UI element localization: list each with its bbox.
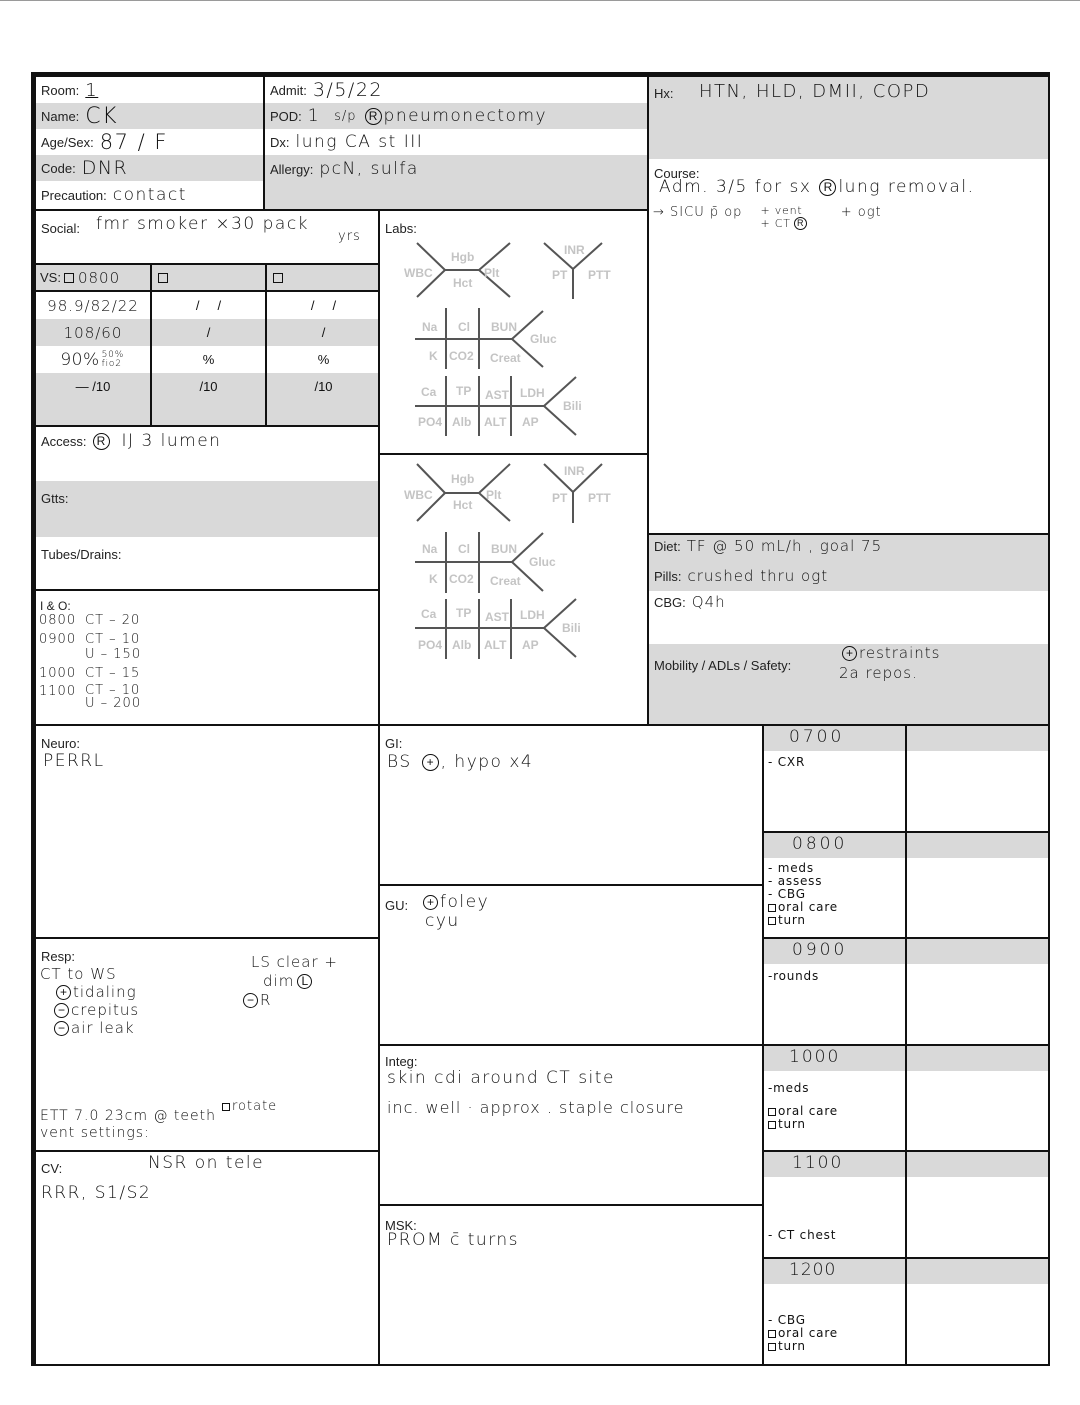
svg-text:TP: TP	[456, 606, 472, 620]
schedule-time[interactable]: 0800	[792, 834, 848, 854]
rotate-label: rotate	[232, 1099, 278, 1114]
right-side-circle-icon: R	[93, 433, 110, 450]
positive-circle-icon: +	[423, 895, 438, 910]
io-time[interactable]: 1100	[39, 684, 77, 699]
cv-label: CV:	[41, 1161, 63, 1176]
course-ct[interactable]: + CT	[760, 216, 791, 230]
spo2-value[interactable]: %	[317, 352, 330, 367]
lines-box	[34, 425, 380, 591]
resp-finding	[54, 1019, 139, 1037]
schedule-task[interactable]: -meds	[768, 1081, 810, 1095]
gi-label: GI:	[385, 736, 403, 751]
hx-area	[649, 77, 1048, 159]
history-box	[647, 75, 1050, 535]
msk-value[interactable]: PROM c̄ turns	[387, 1230, 520, 1250]
ett-row	[40, 1099, 277, 1124]
positive-circle-icon: +	[422, 754, 439, 771]
dx-label: Dx:	[270, 134, 290, 150]
svg-text:PT: PT	[552, 268, 568, 282]
svg-text:K: K	[429, 572, 438, 586]
task-label: turn	[778, 1339, 806, 1353]
io-entry	[39, 613, 141, 628]
schedule-tasks	[768, 1082, 838, 1131]
vitals-header-0800	[36, 265, 150, 290]
lung-sounds-right[interactable]: R	[260, 991, 272, 1009]
schedule-task[interactable]: - CXR	[768, 755, 806, 769]
cv-box	[34, 1150, 380, 1366]
cv-value[interactable]: RRR, S1/S2	[41, 1183, 152, 1203]
right-side-circle-icon: R	[794, 217, 807, 230]
resp-finding	[56, 983, 139, 1001]
svg-text:Bili: Bili	[562, 621, 581, 635]
positive-circle-icon: +	[56, 985, 71, 1000]
age-sex-label: Age/Sex:	[41, 134, 94, 150]
access-value[interactable]: IJ 3 lumen	[121, 431, 222, 451]
svg-text:CO2: CO2	[449, 349, 474, 363]
cbg-row	[654, 593, 726, 611]
svg-text:Na: Na	[422, 542, 438, 556]
vitals-checkbox[interactable]	[273, 273, 283, 283]
cv-tele-value[interactable]: NSR on tele	[148, 1153, 265, 1173]
schedule-task-checkbox-item	[768, 1340, 838, 1353]
schedule-task[interactable]: - meds	[768, 861, 814, 875]
task-label: turn	[778, 1117, 806, 1131]
course-text-1b[interactable]: lung removal.	[838, 177, 975, 197]
lab-fishbone-diagrams	[380, 211, 649, 455]
allergy-label: Allergy:	[270, 162, 314, 177]
lung-sounds-dim[interactable]: dim	[263, 972, 295, 990]
page-top-edge	[0, 0, 1080, 1]
task-label: oral care	[778, 1326, 838, 1340]
io-line[interactable]: CT – 20	[85, 613, 141, 628]
pain-value[interactable]: — /10	[75, 379, 111, 394]
svg-text:Plt: Plt	[486, 488, 502, 502]
svg-text:PO4: PO4	[418, 415, 443, 429]
admission-box	[263, 75, 649, 211]
spo2-cell	[36, 346, 150, 373]
gi-value-a[interactable]: BS	[387, 752, 412, 772]
svg-text:Hct: Hct	[453, 276, 473, 290]
patient-info-box	[34, 75, 265, 211]
io-entry	[39, 666, 141, 681]
schedule-task-checkbox-item	[768, 1118, 838, 1131]
task-checkbox[interactable]	[768, 1330, 776, 1338]
svg-text:Ca: Ca	[421, 385, 437, 399]
right-side-circle-icon: R	[365, 108, 382, 125]
social-box	[34, 209, 380, 265]
gu-label: GU:	[385, 898, 409, 913]
vitals-label: VS:	[40, 270, 61, 285]
schedule-time[interactable]: 1100	[792, 1153, 844, 1173]
resp-finding-text[interactable]: crepitus	[71, 1001, 140, 1019]
name-row	[36, 103, 263, 129]
io-time[interactable]: 0800	[39, 613, 77, 628]
svg-text:AP: AP	[522, 638, 539, 652]
io-entry	[39, 684, 141, 710]
svg-text:BUN: BUN	[491, 320, 517, 334]
resp-box	[34, 937, 380, 1152]
schedule-time[interactable]: 1000	[789, 1047, 841, 1067]
admit-row	[265, 77, 647, 103]
diet-row	[654, 537, 882, 555]
name-label: Name:	[41, 108, 80, 124]
schedule-task[interactable]: - CBG	[768, 1313, 806, 1327]
task-label: oral care	[778, 1104, 838, 1118]
dx-row	[265, 129, 647, 155]
svg-text:CO2: CO2	[449, 572, 474, 586]
neuro-value[interactable]: PERRL	[43, 751, 105, 771]
neuro-label: Neuro:	[41, 736, 81, 751]
vitals-checkbox[interactable]	[64, 273, 74, 283]
task-checkbox[interactable]	[768, 1343, 776, 1351]
io-line[interactable]: U – 200	[85, 696, 142, 711]
pod-row	[265, 103, 647, 129]
io-box	[34, 589, 380, 726]
io-label: I & O:	[40, 599, 71, 613]
svg-text:PTT: PTT	[588, 491, 611, 505]
lung-sounds-value[interactable]: LS clear +	[251, 953, 338, 971]
admit-label: Admit:	[270, 82, 307, 98]
io-line[interactable]: CT – 15	[85, 666, 141, 681]
procedure-value[interactable]: pneumonectomy	[383, 106, 548, 126]
left-side-circle-icon: L	[297, 974, 312, 989]
diet-label: Diet:	[654, 538, 681, 554]
precaution-value[interactable]: contact	[112, 185, 187, 205]
negative-circle-icon: −	[54, 1003, 69, 1018]
svg-text:AP: AP	[522, 415, 539, 429]
dx-value[interactable]: lung CA st III	[295, 132, 424, 152]
svg-text:ALT: ALT	[484, 638, 507, 652]
svg-text:Cl: Cl	[458, 542, 470, 556]
admit-value[interactable]: 3/5/22	[312, 79, 383, 101]
io-time[interactable]: 1000	[39, 666, 77, 681]
precaution-row	[36, 181, 263, 209]
course-vent-ct	[760, 205, 808, 230]
course-text-2a[interactable]: → SICU p̄ op	[653, 205, 743, 220]
gi-box	[378, 724, 764, 886]
svg-text:LDH: LDH	[520, 386, 545, 400]
resp-finding-text[interactable]: tidaling	[73, 983, 137, 1001]
svg-text:Hct: Hct	[453, 498, 473, 512]
resp-findings	[40, 965, 139, 1037]
labs-box-2	[378, 453, 649, 726]
task-label: oral care	[778, 900, 838, 914]
svg-text:Creat: Creat	[490, 351, 521, 365]
msk-box	[378, 1204, 764, 1366]
svg-text:Cl: Cl	[458, 320, 470, 334]
bp-value[interactable]: 108/60	[63, 323, 123, 342]
svg-text:Gluc: Gluc	[529, 555, 556, 569]
fio2-value[interactable]: 50% fio2	[101, 349, 125, 369]
schedule-tasks	[768, 756, 805, 769]
task-label: turn	[778, 913, 806, 927]
svg-text:ALT: ALT	[484, 415, 507, 429]
resp-lung-sounds	[246, 953, 338, 1010]
labs-box-1	[378, 209, 649, 455]
right-side-circle-icon: R	[819, 179, 836, 196]
bp-value[interactable]: /	[321, 325, 326, 340]
svg-text:Alb: Alb	[452, 415, 472, 429]
svg-text:INR: INR	[564, 464, 585, 478]
pills-row	[654, 567, 828, 585]
temp-hr-rr-value[interactable]: / /	[195, 298, 222, 313]
care-box	[647, 533, 1050, 726]
integ-value-1[interactable]: skin cdi around CT site	[387, 1068, 615, 1088]
vitals-time[interactable]: 0800	[77, 268, 121, 287]
task-checkbox[interactable]	[768, 1108, 776, 1116]
code-value[interactable]: DNR	[81, 157, 129, 179]
svg-text:Alb: Alb	[452, 638, 472, 652]
io-entries	[39, 613, 141, 710]
resp-finding-text[interactable]: air leak	[71, 1019, 135, 1037]
io-time[interactable]: 0900	[39, 632, 77, 647]
schedule-time[interactable]: 0900	[792, 940, 848, 960]
svg-text:Na: Na	[422, 320, 438, 334]
social-value[interactable]: fmr smoker ×30 pack	[96, 214, 310, 234]
task-checkbox[interactable]	[768, 904, 776, 912]
mobility-area	[649, 644, 1048, 724]
integ-box	[378, 1044, 764, 1206]
nursing-report-sheet	[31, 72, 1050, 1366]
lab-fishbone-diagrams	[380, 453, 649, 726]
svg-text:WBC: WBC	[404, 266, 433, 280]
social-value-2[interactable]: yrs	[338, 229, 361, 244]
pain-value[interactable]: /10	[199, 379, 218, 394]
integ-value-2[interactable]: inc. well · approx . staple closure	[387, 1098, 685, 1117]
temp-hr-rr-value[interactable]: / /	[310, 298, 337, 313]
schedule-task[interactable]: -rounds	[768, 969, 820, 983]
io-entry	[39, 632, 141, 662]
svg-text:AST: AST	[485, 610, 509, 624]
schedule-task[interactable]: - CT chest	[768, 1228, 837, 1242]
hx-value[interactable]: HTN, HLD, DMII, COPD	[699, 81, 931, 102]
course-line-2	[653, 205, 882, 230]
schedule-col-divider	[905, 726, 907, 1364]
mobility-label: Mobility / ADLs / Safety:	[654, 658, 792, 673]
mobility-line-1	[842, 644, 941, 662]
gu-value-1[interactable]: foley	[440, 892, 490, 912]
pain-value[interactable]: /10	[314, 379, 333, 394]
pod-value[interactable]: 1	[307, 106, 321, 126]
schedule-box	[762, 724, 1050, 1366]
integ-label: Integ:	[385, 1054, 418, 1069]
svg-text:Bili: Bili	[563, 399, 582, 413]
resp-finding[interactable]: CT to WS	[40, 965, 117, 983]
gi-row	[387, 752, 533, 772]
course-text-1a[interactable]: Adm. 3/5 for sx	[659, 177, 812, 197]
ett-value[interactable]: ETT 7.0 23cm @ teeth	[40, 1108, 216, 1124]
svg-text:Creat: Creat	[490, 574, 521, 588]
schedule-time[interactable]: 1200	[789, 1260, 837, 1280]
gtts-label: Gtts:	[41, 491, 69, 506]
vitals-checkbox[interactable]	[158, 273, 168, 283]
mobility-value-2[interactable]: 2a repos.	[839, 664, 918, 682]
resp-label: Resp:	[41, 949, 75, 964]
bp-value[interactable]: /	[206, 325, 211, 340]
svg-text:TP: TP	[456, 384, 472, 398]
io-line[interactable]: CT – 10	[85, 683, 141, 698]
vitals-box	[34, 263, 380, 427]
room-row	[36, 77, 263, 103]
task-checkbox[interactable]	[768, 1121, 776, 1129]
io-line[interactable]: CT – 10	[85, 632, 141, 647]
schedule-tasks	[768, 862, 838, 927]
gi-value-b[interactable]: , hypo x4	[440, 752, 534, 772]
schedule-task[interactable]: - assess	[768, 874, 823, 888]
diet-value[interactable]: TF @ 50 mL/h , goal 75	[686, 537, 883, 555]
access-row	[41, 431, 221, 451]
schedule-tasks	[768, 1314, 838, 1353]
room-label: Room:	[41, 82, 80, 98]
precaution-label: Precaution:	[41, 187, 107, 203]
pills-value[interactable]: crushed thru ogt	[687, 567, 829, 585]
gu-row-1	[423, 892, 489, 912]
vent-settings-label[interactable]: vent settings:	[40, 1125, 150, 1141]
allergy-value[interactable]: pcN, sulfa	[319, 159, 419, 179]
task-checkbox[interactable]	[768, 917, 776, 925]
svg-text:PTT: PTT	[588, 268, 611, 282]
course-ogt[interactable]: + ogt	[840, 205, 882, 220]
svg-text:LDH: LDH	[520, 608, 545, 622]
svg-text:K: K	[429, 349, 438, 363]
access-label: Access:	[41, 433, 87, 449]
course-label: Course:	[654, 166, 700, 181]
schedule-tasks	[768, 1229, 836, 1242]
schedule-task[interactable]: - CBG	[768, 887, 806, 901]
room-value[interactable]: 1	[85, 79, 99, 101]
schedule-tasks	[768, 970, 819, 983]
svg-text:Plt: Plt	[484, 266, 500, 280]
allergy-row	[265, 155, 647, 209]
pod-label: POD:	[270, 108, 302, 124]
code-label: Code:	[41, 160, 76, 176]
rotate-checkbox[interactable]	[222, 1103, 230, 1111]
positive-circle-icon: +	[842, 646, 857, 661]
name-value[interactable]: CK	[85, 103, 119, 129]
code-row	[36, 155, 263, 181]
vitals-header-col3	[267, 265, 380, 290]
resp-finding	[54, 1001, 139, 1019]
mobility-value-1[interactable]: restraints	[859, 644, 941, 662]
cbg-value[interactable]: Q4h	[691, 593, 726, 611]
schedule-task-checkbox-item	[768, 914, 838, 927]
svg-text:Hgb: Hgb	[451, 472, 475, 486]
svg-text:BUN: BUN	[491, 542, 517, 556]
svg-text:Gluc: Gluc	[530, 332, 557, 346]
negative-circle-icon: −	[243, 993, 258, 1008]
svg-text:Ca: Ca	[421, 607, 437, 621]
svg-text:AST: AST	[485, 388, 509, 402]
svg-text:PO4: PO4	[418, 638, 443, 652]
svg-text:INR: INR	[564, 243, 585, 257]
gu-box	[378, 884, 764, 1046]
spo2-value[interactable]: %	[202, 352, 215, 367]
svg-text:WBC: WBC	[404, 488, 433, 502]
social-label: Social:	[41, 221, 81, 236]
age-sex-value[interactable]: 87 / F	[99, 130, 168, 154]
temp-hr-rr-value[interactable]: 98.9/82/22	[47, 296, 139, 315]
gtts-area	[36, 481, 378, 537]
course-vent[interactable]: + vent	[760, 204, 803, 217]
hx-label: Hx:	[654, 86, 674, 101]
labs-label: Labs:	[385, 221, 417, 236]
neuro-box	[34, 724, 380, 939]
course-line-1	[659, 177, 974, 197]
status-post: s/p	[334, 108, 357, 124]
negative-circle-icon: −	[54, 1021, 69, 1036]
tubes-drains-label: Tubes/Drains:	[41, 547, 122, 562]
schedule-time[interactable]: 0700	[789, 727, 845, 747]
vitals-header-col2	[152, 265, 265, 290]
age-sex-row	[36, 129, 263, 155]
msk-label: MSK:	[385, 1218, 417, 1233]
pills-label: Pills:	[654, 568, 682, 584]
spo2-value[interactable]: 90%	[60, 349, 100, 370]
io-line[interactable]: U – 150	[85, 647, 142, 662]
cbg-label: CBG:	[654, 594, 686, 610]
svg-text:PT: PT	[552, 491, 568, 505]
svg-text:Hgb: Hgb	[451, 250, 475, 264]
gu-value-2[interactable]: cyu	[425, 911, 460, 931]
